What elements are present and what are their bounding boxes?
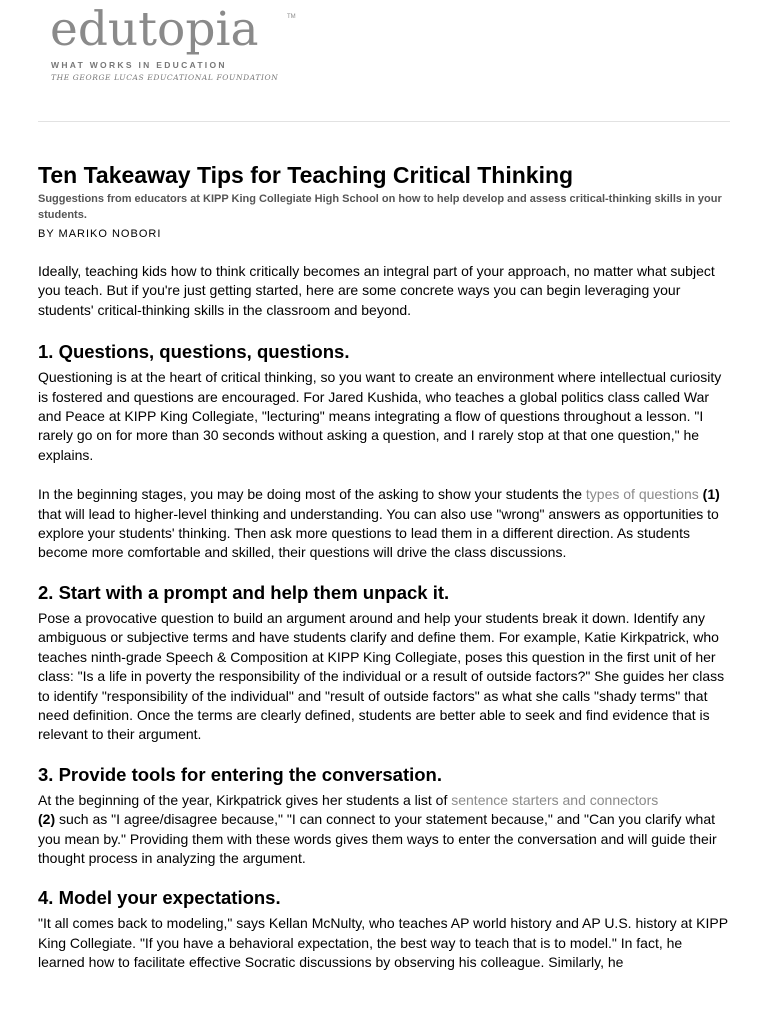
section-3-paragraph-1 — [38, 791, 730, 869]
article-byline: BY MARIKO NOBORI — [38, 228, 162, 240]
section-heading-4: 4. Model your expectations. — [38, 887, 281, 909]
logo-wordmark: edutopia — [50, 2, 259, 57]
edutopia-logo[interactable] — [50, 2, 296, 82]
section-heading-1: 1. Questions, questions, questions. — [38, 341, 350, 363]
section-2-paragraph-1: Pose a provocative question to build an argument around and help your students break it down. Identify any ambiguous or subjective terms and have students clarify and define them. For example, Katie Kirkpatrick, who teaches ninth-grade Speech & Composition at KIPP King Collegiate, poses this question in the first unit of her class: "Is a life in poverty the responsibility of the individual or a result of outside factors?" She guides her class to identify "responsibility of the individual" and "result of outside factors" as what she calls "shady terms" that need definition. Once the terms are clearly defined, students are better able to seek and find evidence that is relevant to their argument. — [38, 609, 725, 743]
article-title: Ten Takeaway Tips for Teaching Critical Thinking — [38, 162, 574, 188]
section-3-text-after-link: such as "I agree/disagree because," "I can connect to your statement because," and "Can you clarify what you mean by." Providing them with these words gives them ways to enter the conversation and will guide their thought process in analyzing the argument. — [38, 811, 717, 866]
section-1-paragraph-2 — [38, 485, 730, 563]
intro-paragraph: Ideally, teaching kids how to think critically becomes an integral part of your approach, no matter what subject you teach. But if you're just getting started, here are some concrete ways you can begin leveraging your students' critical-thinking skills in the classroom and beyond. — [38, 263, 715, 318]
section-4-paragraph-1: "It all comes back to modeling," says Kellan McNulty, who teaches AP world history and AP U.S. history at KIPP King Collegiate. "If you have a behavioral expectation, the best way to teach that is to model." In fact, he learned how to facilitate effective Socratic discussions by observing his colleague. Similarly, he — [38, 915, 728, 971]
logo-tagline: WHAT WORKS IN EDUCATION — [51, 60, 227, 70]
section-1-text-before-link: In the beginning stages, you may be doing most of the asking to show your students the — [38, 486, 586, 503]
section-1-paragraph-1: Questioning is at the heart of critical thinking, so you want to create an environment where intellectual curiosity is fostered and questions are encouraged. For Jared Kushida, who teaches a global politics class called War and Peace at KIPP King Collegiate, "lecturing" means integrating a flow of questions throughout a lesson. "I rarely go on for more than 30 seconds without asking a question, and I rarely stop at that one question," he explains. — [38, 369, 722, 463]
section-3-text-before-link: At the beginning of the year, Kirkpatrick gives her students a list of — [38, 791, 452, 808]
reference-1: (1) — [702, 486, 720, 503]
reference-2: (2) — [38, 811, 56, 828]
logo-foundation: THE GEORGE LUCAS EDUCATIONAL FOUNDATION — [51, 73, 279, 82]
section-heading-2: 2. Start with a prompt and help them unpack it. — [38, 581, 450, 603]
section-heading-3: 3. Provide tools for entering the conversation. — [38, 763, 442, 785]
article-subtitle: Suggestions from educators at KIPP King Collegiate High School on how to help develop and assess critical-thinking skills in your students. — [38, 193, 722, 221]
sentence-starters-link[interactable]: sentence starters and connectors — [451, 791, 659, 808]
logo-trademark: TM — [287, 14, 296, 20]
section-1-text-after-link: that will lead to higher-level thinking and understanding. You can also use "wrong" answers as opportunities to explore your students' thinking. Then ask more questions to lead them in a different direction. As students become more comfortable and skilled, their questions will drive the class discussions. — [38, 505, 719, 561]
article — [38, 160, 730, 973]
types-of-questions-link[interactable]: types of questions — [585, 486, 699, 503]
header-divider — [38, 121, 730, 122]
